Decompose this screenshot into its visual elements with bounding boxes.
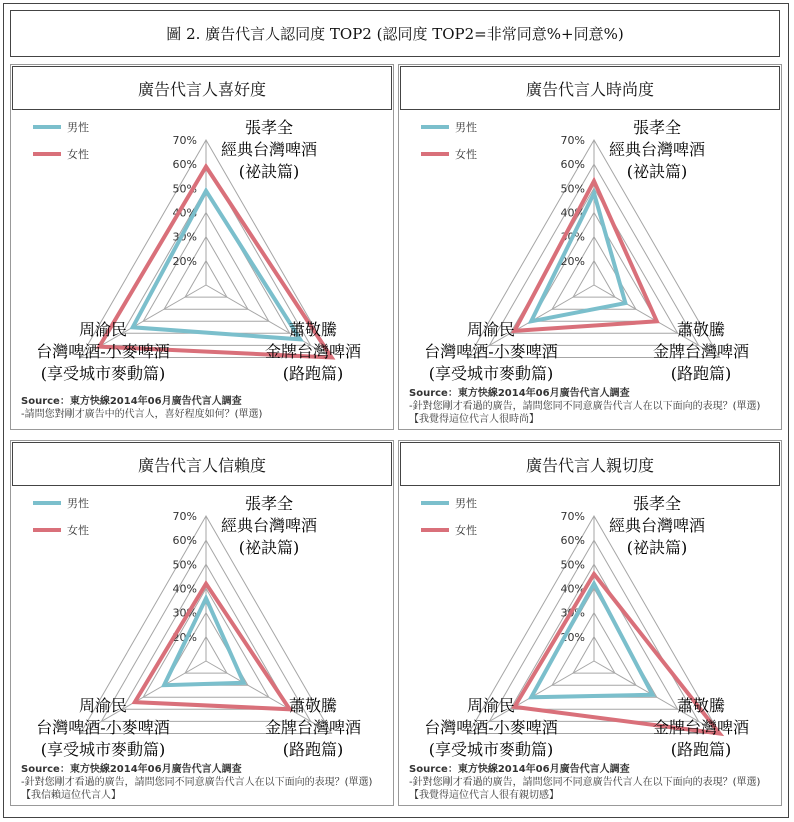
axis-label: 周渝民台灣啤酒-小麥啤酒(享受城市麥動篇) bbox=[36, 320, 170, 383]
source-label: Source：東方快線2014年06月廣告代言人調查 bbox=[409, 388, 630, 399]
tick-label: 40% bbox=[172, 206, 197, 220]
tick-label: 60% bbox=[560, 534, 585, 548]
axis-label: 張孝全經典台灣啤酒(祕訣篇) bbox=[608, 118, 706, 181]
source-label: Source：東方快線2014年06月廣告代言人調查 bbox=[21, 764, 242, 775]
source-note bbox=[21, 763, 391, 802]
axis-label: 張孝全經典台灣啤酒(祕訣篇) bbox=[608, 494, 706, 557]
series-male bbox=[133, 191, 301, 340]
page-title: 圖 2. 廣告代言人認同度 TOP2 (認同度 TOP2=非常同意%+同意%) bbox=[10, 10, 780, 57]
axis-label: 張孝全經典台灣啤酒(祕訣篇) bbox=[220, 118, 318, 181]
source-note bbox=[409, 763, 779, 802]
axis-label: 周渝民台灣啤酒-小麥啤酒(享受城市麥動篇) bbox=[424, 696, 558, 759]
radar-chart-preference bbox=[11, 65, 395, 431]
tick-label: 30% bbox=[172, 230, 197, 244]
question-note: -針對您剛才看過的廣告，請問您同不同意廣告代言人在以下面向的表現？(單選)【我信賴這位代言人】 bbox=[21, 777, 373, 801]
tick-label: 20% bbox=[172, 254, 197, 268]
panel-fashion bbox=[398, 64, 782, 430]
panel-title: 廣告代言人親切度 bbox=[400, 442, 780, 486]
radar-chart-friendliness bbox=[399, 441, 783, 807]
tick-label: 30% bbox=[560, 606, 585, 620]
axis-label: 周渝民台灣啤酒-小麥啤酒(享受城市麥動篇) bbox=[424, 320, 558, 383]
legend-label: 女性 bbox=[455, 148, 477, 161]
tick-label: 20% bbox=[560, 254, 585, 268]
tick-label: 50% bbox=[560, 558, 585, 572]
source-note bbox=[21, 395, 391, 421]
tick-label: 50% bbox=[172, 182, 197, 196]
source-note bbox=[409, 387, 779, 426]
axis-label: 蕭敬騰金牌台灣啤酒(路跑篇) bbox=[652, 696, 750, 759]
tick-label: 60% bbox=[172, 534, 197, 548]
radar-chart-trust bbox=[11, 441, 395, 807]
radar-chart-fashion bbox=[399, 65, 783, 431]
tick-label: 30% bbox=[560, 230, 585, 244]
question-note: -針對您剛才看過的廣告，請問您同不同意廣告代言人在以下面向的表現？(單選)【我覺得這位代言人很有親切感】 bbox=[409, 777, 761, 801]
legend-label: 男性 bbox=[67, 497, 89, 510]
panel-friendliness bbox=[398, 440, 782, 806]
tick-label: 50% bbox=[172, 558, 197, 572]
tick-label: 40% bbox=[560, 206, 585, 220]
tick-label: 60% bbox=[560, 158, 585, 172]
panel-title: 廣告代言人時尚度 bbox=[400, 66, 780, 110]
question-note: -針對您剛才看過的廣告，請問您同不同意廣告代言人在以下面向的表現？(單選)【我覺得這位代言人很時尚】 bbox=[409, 401, 761, 425]
panel-trust bbox=[10, 440, 394, 806]
legend-label: 男性 bbox=[455, 497, 477, 510]
legend-label: 男性 bbox=[67, 121, 89, 134]
legend-label: 女性 bbox=[67, 524, 89, 537]
legend-label: 女性 bbox=[67, 148, 89, 161]
tick-label: 20% bbox=[172, 630, 197, 644]
legend-label: 男性 bbox=[455, 121, 477, 134]
tick-label: 60% bbox=[172, 158, 197, 172]
axis-label: 蕭敬騰金牌台灣啤酒(路跑篇) bbox=[264, 696, 362, 759]
tick-label: 70% bbox=[172, 134, 197, 147]
axis-label: 蕭敬騰金牌台灣啤酒(路跑篇) bbox=[264, 320, 362, 383]
tick-label: 40% bbox=[172, 582, 197, 596]
tick-label: 40% bbox=[560, 582, 585, 596]
panel-preference bbox=[10, 64, 394, 430]
tick-label: 70% bbox=[560, 134, 585, 147]
source-label: Source：東方快線2014年06月廣告代言人調查 bbox=[409, 764, 630, 775]
axis-label: 周渝民台灣啤酒-小麥啤酒(享受城市麥動篇) bbox=[36, 696, 170, 759]
tick-label: 50% bbox=[560, 182, 585, 196]
axis-label: 蕭敬騰金牌台灣啤酒(路跑篇) bbox=[652, 320, 750, 383]
axis-label: 張孝全經典台灣啤酒(祕訣篇) bbox=[220, 494, 318, 557]
tick-label: 20% bbox=[560, 630, 585, 644]
tick-label: 30% bbox=[172, 606, 197, 620]
source-label: Source：東方快線2014年06月廣告代言人調查 bbox=[21, 396, 242, 407]
panel-title: 廣告代言人喜好度 bbox=[12, 66, 392, 110]
legend-label: 女性 bbox=[455, 524, 477, 537]
tick-label: 70% bbox=[560, 510, 585, 523]
question-note: -請問您對剛才廣告中的代言人，喜好程度如何？(單選) bbox=[21, 409, 263, 420]
tick-label: 70% bbox=[172, 510, 197, 523]
panel-title: 廣告代言人信賴度 bbox=[12, 442, 392, 486]
